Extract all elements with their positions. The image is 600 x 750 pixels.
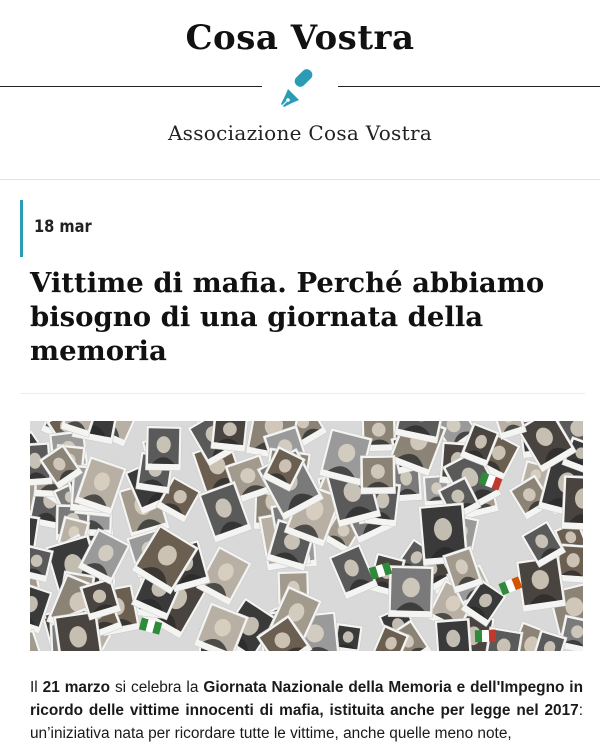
title-divider <box>20 393 585 394</box>
post-date: 18 mar <box>34 217 92 237</box>
body-bold-date: 21 marzo <box>42 679 111 696</box>
article-title[interactable]: Vittime di mafia. Perché abbiamo bisogno di una giornata della memoria <box>30 267 545 367</box>
site-subtitle: Associazione Cosa Vostra <box>167 121 433 145</box>
article-body <box>30 676 583 745</box>
site-title[interactable]: Cosa Vostra <box>185 18 415 58</box>
body-text-1: Il <box>30 679 43 696</box>
collage-flag <box>498 576 522 595</box>
collage-photo <box>211 421 249 452</box>
collage-photo <box>30 544 54 582</box>
collage-photo <box>434 618 472 651</box>
collage-photo <box>561 475 583 530</box>
site-header <box>0 0 600 180</box>
header-divider-left <box>0 86 262 87</box>
fountain-pen-icon <box>278 66 322 110</box>
photo-collage-image <box>30 421 583 651</box>
body-text-3: : un’iniziativa nata per ricordare tutte le vittime, anche quelle meno note, <box>30 702 583 742</box>
collage-photo <box>145 426 181 471</box>
body-bold-event: Giornata Nazionale della Memoria e dell'Impegno in ricordo delle vittime innocenti di mafia, istituita anche per legge nel 2017 <box>30 679 583 719</box>
header-divider-right <box>338 86 600 87</box>
article-hero-image[interactable] <box>30 421 583 651</box>
collage-photo <box>388 565 434 617</box>
collage-photo <box>360 455 395 494</box>
collage-flag <box>475 630 496 643</box>
body-text-2: si celebra la <box>110 679 204 696</box>
post-date-badge <box>20 200 110 257</box>
